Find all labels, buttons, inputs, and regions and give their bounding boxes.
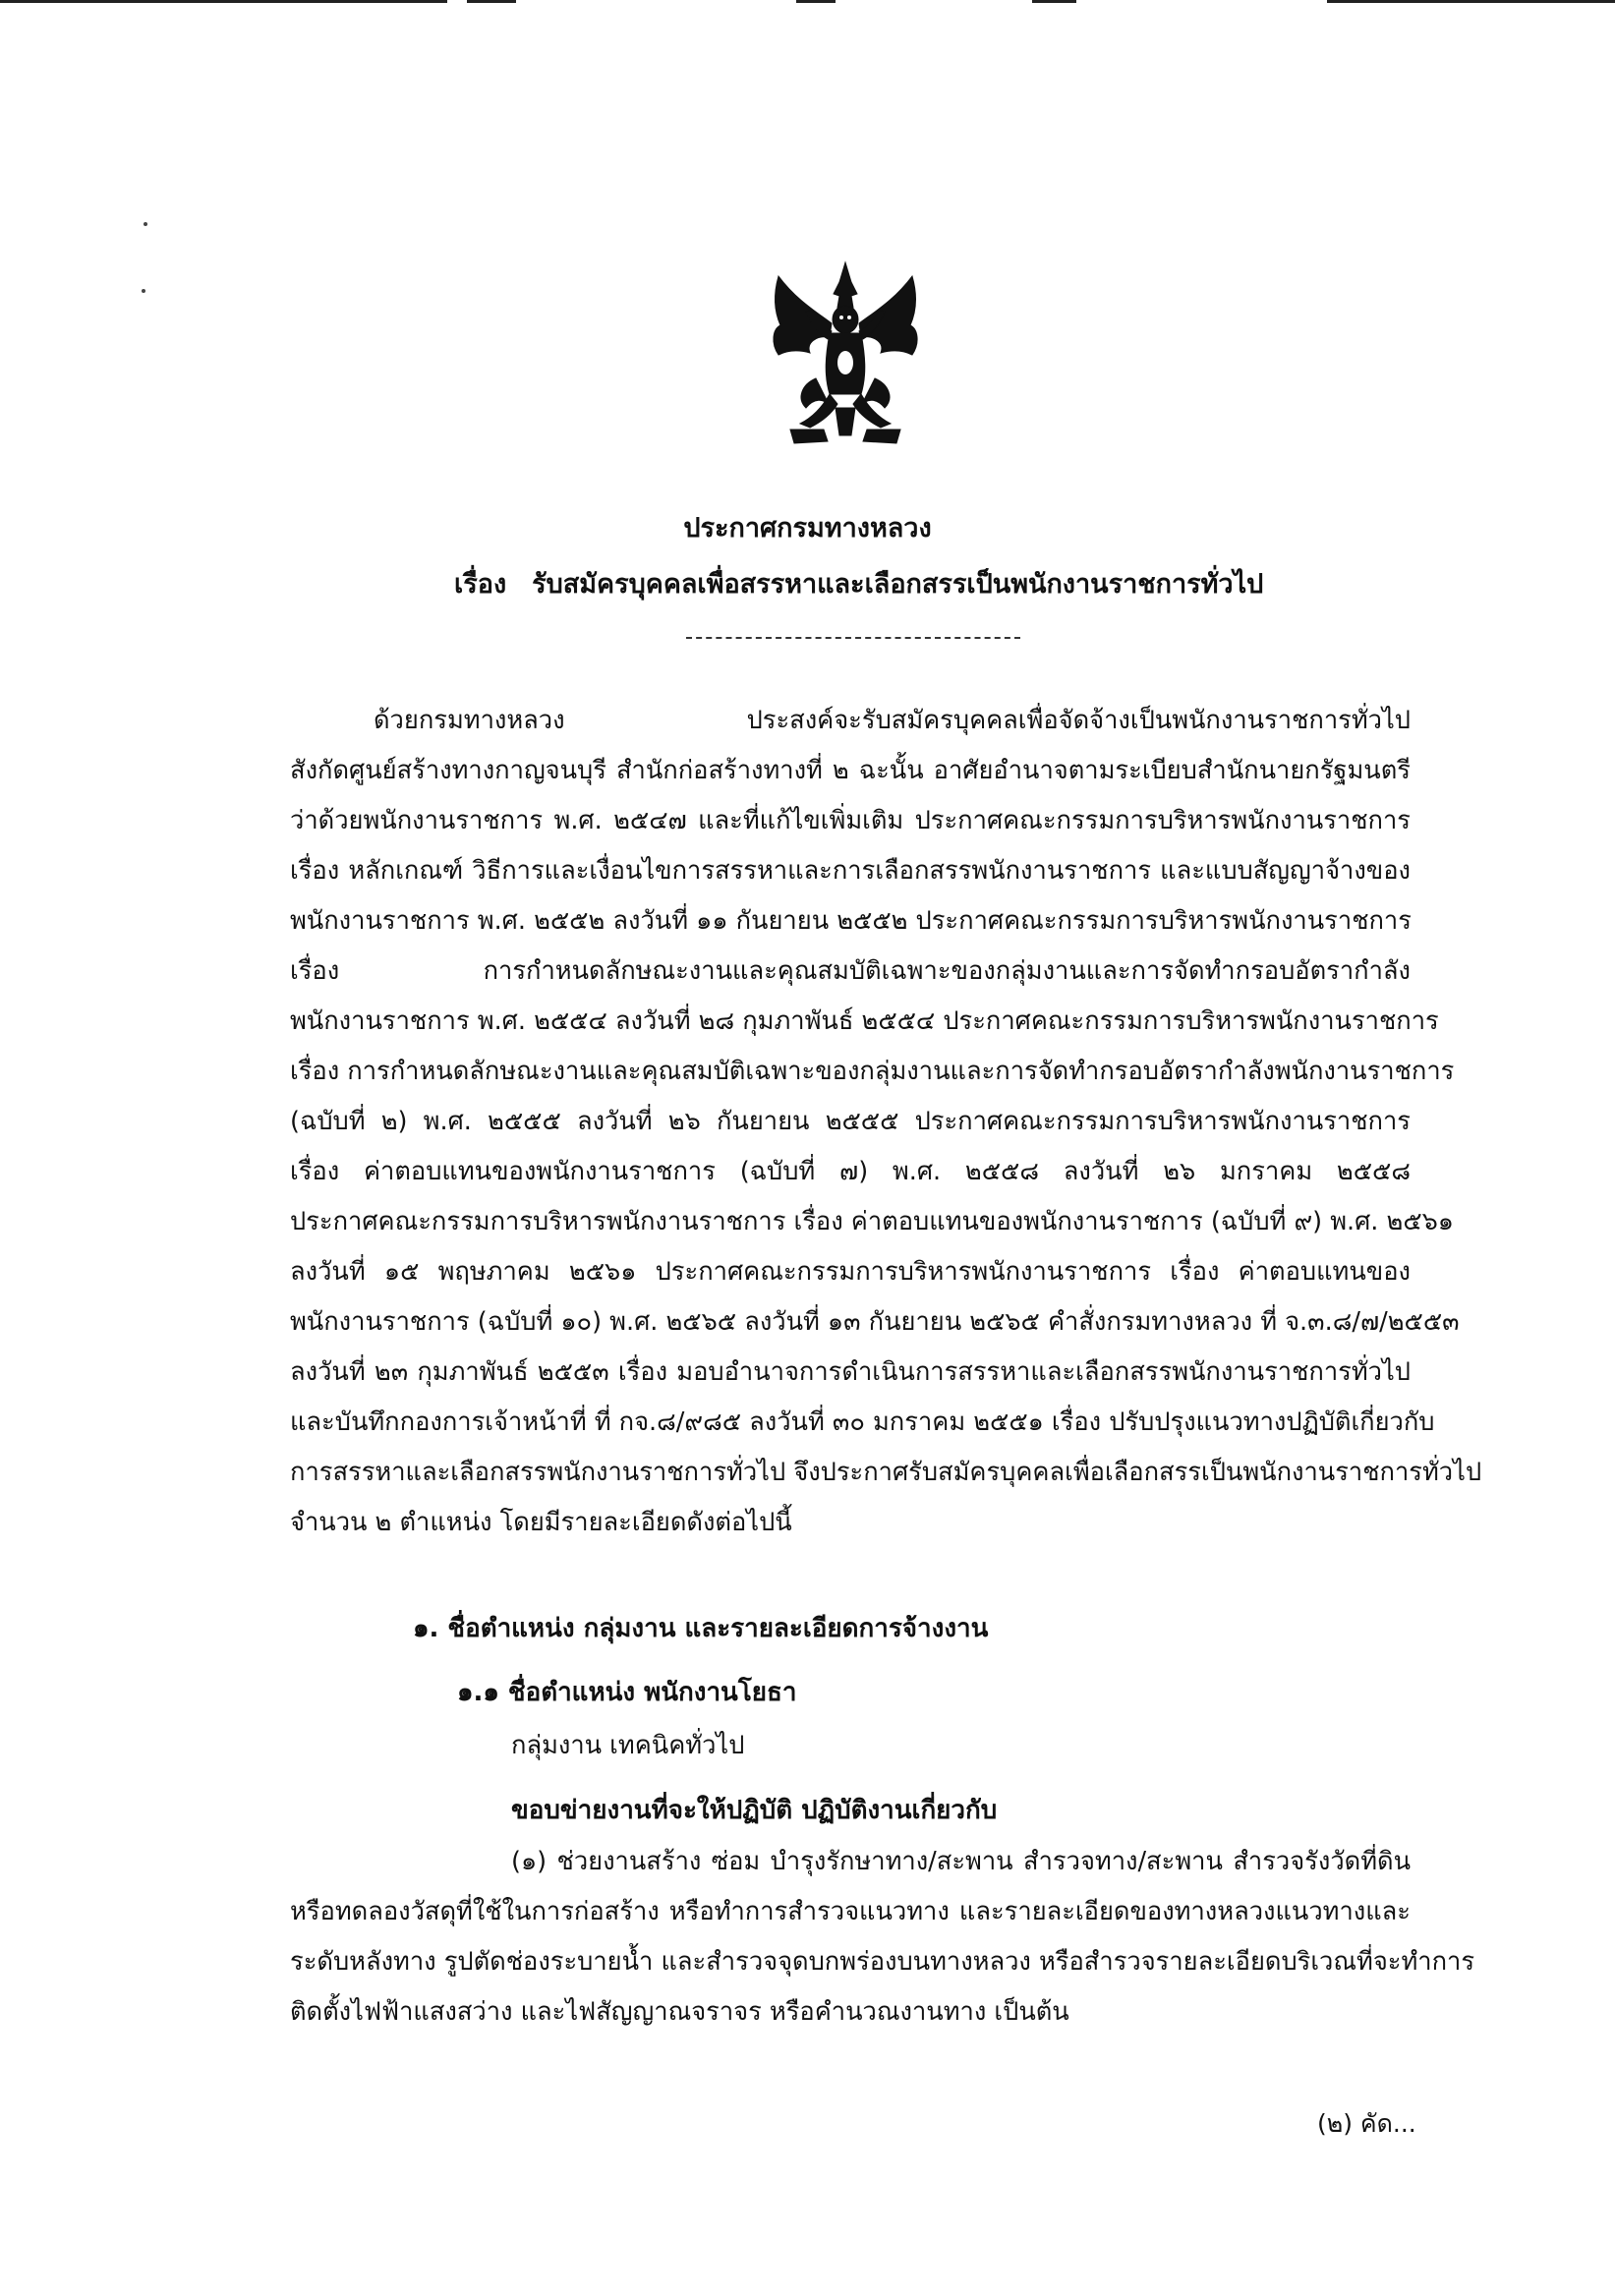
scan-edge-artifact xyxy=(467,0,516,3)
paragraph-line: ลงวันที่ ๒๓ กุมภาพันธ์ ๒๕๕๓ เรื่อง มอบอำนาจการดำเนินการสรรหาและเลือกสรรพนักงานราชการทั่วไป xyxy=(290,1357,1411,1387)
duty-line: ติดตั้งไฟฟ้าแสงสว่าง และไฟสัญญาณจราจร หรือคำนวณงานทาง เป็นต้น xyxy=(290,1997,1069,2027)
divider xyxy=(686,637,1020,639)
subject-text: รับสมัครบุคคลเพื่อสรรหาและเลือกสรรเป็นพนักงานราชการทั่วไป xyxy=(532,569,1264,600)
paragraph-line: จำนวน ๒ ตำแหน่ง โดยมีรายละเอียดดังต่อไปนี้ xyxy=(290,1508,792,1537)
paragraph-line: ลงวันที่ ๑๕ พฤษภาคม ๒๕๖๑ ประกาศคณะกรรมการบริหารพนักงานราชการ เรื่อง ค่าตอบแทนของ xyxy=(290,1257,1411,1287)
paragraph-line: เรื่อง การกำหนดลักษณะงานและคุณสมบัติเฉพาะของกลุ่มงานและการจัดทำกรอบอัตรากำลัง xyxy=(290,956,1411,986)
section-heading: ๑. ชื่อตำแหน่ง กลุ่มงาน และรายละเอียดการจ้างงาน xyxy=(413,1614,989,1643)
paragraph-line: พนักงานราชการ (ฉบับที่ ๑๐) พ.ศ. ๒๕๖๕ ลงวันที่ ๑๓ กันยายน ๒๕๖๕ คำสั่งกรมทางหลวง ที่ จ.๓.๘/๗/๒๕๕๓ xyxy=(290,1307,1460,1337)
duty-line: หรือทดลองวัสดุที่ใช้ในการก่อสร้าง หรือทำการสำรวจแนวทาง และรายละเอียดของทางหลวงแนวทางและ xyxy=(290,1897,1411,1926)
paragraph-line: เรื่อง การกำหนดลักษณะงานและคุณสมบัติเฉพาะของกลุ่มงานและการจัดทำกรอบอัตรากำลังพนักงานราชการ xyxy=(290,1057,1455,1086)
group-line: กลุ่มงาน เทคนิคทั่วไป xyxy=(511,1731,745,1760)
paragraph-line: ประกาศคณะกรรมการบริหารพนักงานราชการ เรื่อง ค่าตอบแทนของพนักงานราชการ (ฉบับที่ ๙) พ.ศ. ๒๕๖๑ xyxy=(290,1207,1454,1236)
page-title: ประกาศกรมทางหลวง xyxy=(683,513,932,544)
paragraph-line: พนักงานราชการ พ.ศ. ๒๕๕๔ ลงวันที่ ๒๘ กุมภาพันธ์ ๒๕๕๔ ประกาศคณะกรรมการบริหารพนักงานราชการ xyxy=(290,1006,1439,1036)
scan-edge-artifact xyxy=(0,0,447,3)
scan-edge-artifact xyxy=(1327,0,1615,3)
subject-line xyxy=(454,562,1263,604)
paragraph-line: และบันทึกกองการเจ้าหน้าที่ ที่ กจ.๘/๙๘๕ ลงวันที่ ๓๐ มกราคม ๒๕๕๑ เรื่อง ปรับปรุงแนวทางปฏิบัติเกี่ยวกับ xyxy=(290,1407,1435,1437)
duty-line: (๑) ช่วยงานสร้าง ซ่อม บำรุงรักษาทาง/สะพาน สำรวจทาง/สะพาน สำรวจรังวัดที่ดิน xyxy=(511,1847,1411,1876)
paragraph-line: (ฉบับที่ ๒) พ.ศ. ๒๕๕๕ ลงวันที่ ๒๖ กันยายน ๒๕๕๕ ประกาศคณะกรรมการบริหารพนักงานราชการ xyxy=(290,1107,1411,1136)
subsection-heading: ๑.๑ ชื่อตำแหน่ง พนักงานโยธา xyxy=(457,1678,797,1707)
paragraph-line: เรื่อง หลักเกณฑ์ วิธีการและเงื่อนไขการสรรหาและการเลือกสรรพนักงานราชการ และแบบสัญญาจ้างของ xyxy=(290,856,1411,886)
paragraph-line: การสรรหาและเลือกสรรพนักงานราชการทั่วไป จึงประกาศรับสมัครบุคคลเพื่อเลือกสรรเป็นพนักงานราชการทั่วไป xyxy=(290,1458,1482,1487)
paragraph-line: เรื่อง ค่าตอบแทนของพนักงานราชการ (ฉบับที่ ๗) พ.ศ. ๒๕๕๘ ลงวันที่ ๒๖ มกราคม ๒๕๕๘ xyxy=(290,1157,1411,1186)
paragraph-line: ด้วยกรมทางหลวง ประสงค์จะรับสมัครบุคคลเพื่อจัดจ้างเป็นพนักงานราชการทั่วไป xyxy=(374,706,1411,735)
scan-speck xyxy=(144,222,147,226)
paragraph-line: สังกัดศูนย์สร้างทางกาญจนบุรี สำนักก่อสร้างทางที่ ๒ ฉะนั้น อาศัยอำนาจตามระเบียบสำนักนายกรัฐมนตรี xyxy=(290,756,1411,785)
scan-speck xyxy=(142,289,145,293)
garuda-emblem-icon xyxy=(767,260,924,452)
paragraph-line: ว่าด้วยพนักงานราชการ พ.ศ. ๒๕๔๗ และที่แก้ไขเพิ่มเติม ประกาศคณะกรรมการบริหารพนักงานราชการ xyxy=(290,806,1411,835)
scan-edge-artifact xyxy=(796,0,836,3)
continuation-note: (๒) คัด... xyxy=(1317,2109,1416,2138)
scan-edge-artifact xyxy=(1032,0,1076,3)
subject-label: เรื่อง xyxy=(454,569,507,600)
scope-heading: ขอบข่ายงานที่จะให้ปฏิบัติ ปฏิบัติงานเกี่ยวกับ xyxy=(511,1796,998,1825)
duty-line: ระดับหลังทาง รูปตัดช่องระบายน้ำ และสำรวจจุดบกพร่องบนทางหลวง หรือสำรวจรายละเอียดบริเวณที่จะทำการ xyxy=(290,1947,1475,1977)
paragraph-line: พนักงานราชการ พ.ศ. ๒๕๕๒ ลงวันที่ ๑๑ กันยายน ๒๕๕๒ ประกาศคณะกรรมการบริหารพนักงานราชการ xyxy=(290,906,1412,936)
